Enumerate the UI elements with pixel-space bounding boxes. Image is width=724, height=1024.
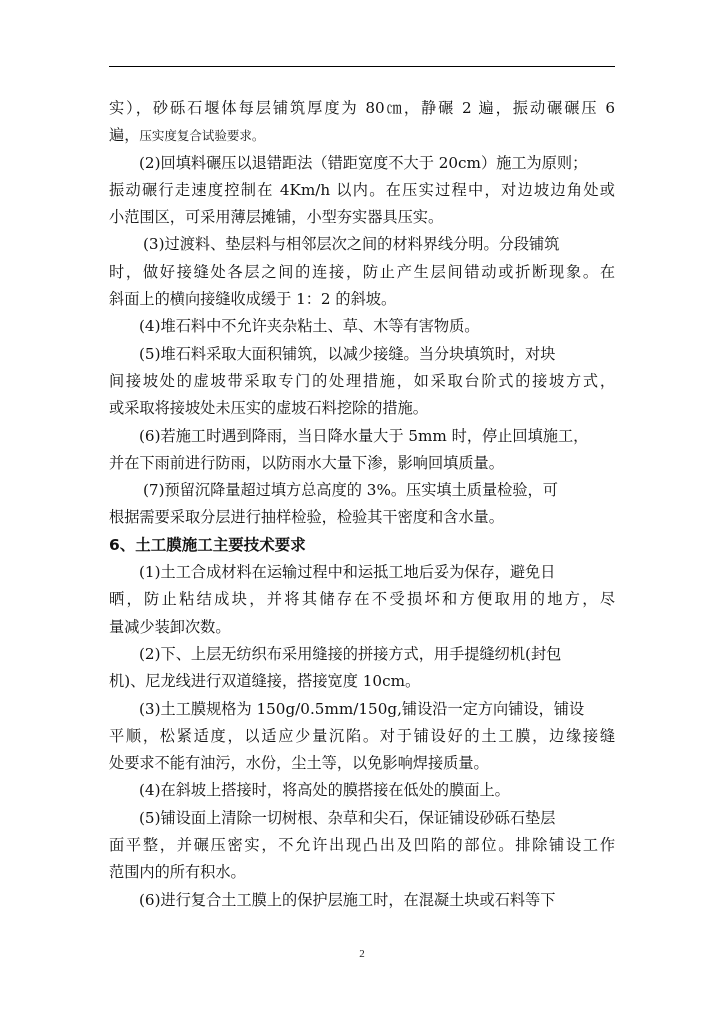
page-number: 2	[359, 948, 365, 960]
paragraph-line	[109, 95, 615, 122]
paragraph-line	[109, 177, 615, 204]
line-text: 实），砂砾石堰体每层铺筑厚度为 80㎝，静碾 2 遍，振动碾碾压 6	[109, 99, 615, 117]
line-text-small: 压实度复合试验要求。	[139, 128, 265, 144]
paragraph-line	[109, 750, 615, 777]
line-text: (5)铺设面上清除一切树根、杂草和尖石，保证铺设砂砾石垫层	[139, 808, 556, 827]
paragraph-line	[109, 614, 615, 641]
line-text: 机)、尼龙线进行双道缝接，搭接宽度 10cm。	[109, 672, 421, 691]
line-text: (6)若施工时遇到降雨，当日降水量大于 5mm 时，停止回填施工，	[139, 426, 589, 445]
line-text: (6)进行复合土工膜上的保护层施工时，在混凝土块或石料等下	[139, 890, 556, 909]
paragraph-line	[109, 313, 615, 340]
paragraph-line	[109, 586, 615, 613]
line-text: 晒，防止粘结成块，并将其储存在不受损坏和方便取用的地方，尽	[109, 590, 615, 609]
line-text: 小范围区，可采用薄层摊铺，小型夯实器具压实。	[109, 208, 444, 227]
line-text: 间接坡处的虚坡带采取专门的处理措施，如采取台阶式的接坡方式，	[109, 371, 615, 390]
line-text: 或采取将接坡处未压实的虚坡石料挖除的措施。	[109, 399, 428, 418]
paragraph-line	[109, 286, 615, 313]
line-text: 根据需要采取分层进行抽样检验，检验其干密度和含水量。	[109, 508, 504, 527]
header-rule	[109, 66, 615, 67]
paragraph-line	[109, 477, 615, 504]
line-text: 平顺，松紧适度，以适应少量沉陷。对于铺设好的土工膜，边缘接缝	[109, 726, 615, 745]
paragraph-line	[109, 777, 615, 804]
line-text: 处要求不能有油污，水份，尘土等，以免影响焊接质量。	[109, 754, 489, 773]
line-text: 范围内的所有积水。	[109, 863, 246, 882]
body-text	[109, 95, 615, 914]
paragraph-line	[109, 450, 615, 477]
paragraph-line	[109, 150, 615, 177]
paragraph-line	[109, 696, 615, 723]
line-text: (1)土工合成材料在运输过程中和运抵工地后妥为保存，避免日	[139, 563, 556, 582]
line-text: 遍，	[109, 126, 140, 145]
line-text: 6、土工膜施工主要技术要求	[109, 535, 306, 554]
line-text: 量减少装卸次数。	[109, 617, 231, 636]
line-text: (3)土工膜规格为 150g/0.5mm/150g,铺设沿一定方向铺设，铺设	[139, 699, 585, 718]
paragraph-line	[109, 668, 615, 695]
paragraph-line	[109, 341, 615, 368]
line-text: 振动碾行走速度控制在 4Km/h 以内。在压实过程中，对边坡边角处或	[109, 180, 615, 199]
paragraph-line	[109, 859, 615, 886]
line-text: 斜面上的横向接缝收成缓于 1：2 的斜坡。	[109, 290, 397, 309]
line-text: 时，做好接缝处各层之间的连接，防止产生层间错动或折断现象。在	[109, 262, 615, 281]
line-text: (7)预留沉降量超过填方总高度的 3%。压实填土质量检验，可	[143, 481, 558, 500]
paragraph-line	[109, 887, 615, 914]
paragraph-line	[109, 423, 615, 450]
line-text: (2)下、上层无纺织布采用缝接的拼接方式，用手提缝纫机(封包	[139, 644, 562, 663]
paragraph-line	[109, 204, 615, 231]
line-text: (5)堆石料采取大面积铺筑，以减少接缝。当分块填筑时，对块	[139, 344, 556, 363]
line-text: (4)堆石料中不允许夹杂粘土、草、木等有害物质。	[139, 317, 480, 336]
paragraph-line	[109, 559, 615, 586]
paragraph-line	[109, 832, 615, 859]
paragraph-line	[109, 641, 615, 668]
paragraph-line	[109, 368, 615, 395]
line-text: 并在下雨前进行防雨，以防雨水大量下渗，影响回填质量。	[109, 453, 504, 472]
paragraph-line	[109, 259, 615, 286]
paragraph-line	[109, 805, 615, 832]
paragraph-line	[109, 231, 615, 258]
section-heading	[109, 532, 615, 559]
paragraph-line	[109, 395, 615, 422]
paragraph-line	[109, 122, 615, 149]
line-text: (4)在斜坡上搭接时，将高处的膜搭接在低处的膜面上。	[139, 781, 510, 800]
paragraph-line	[109, 504, 615, 531]
paragraph-line	[109, 723, 615, 750]
line-text: (2)回填料碾压以退错距法（错距宽度不大于 20cm）施工为原则；	[139, 153, 588, 172]
line-text: (3)过渡料、垫层料与相邻层次之间的材料界线分明。分段铺筑	[143, 235, 560, 254]
line-text: 面平整，并碾压密实，不允许出现凸出及凹陷的部位。排除铺设工作	[109, 836, 615, 855]
